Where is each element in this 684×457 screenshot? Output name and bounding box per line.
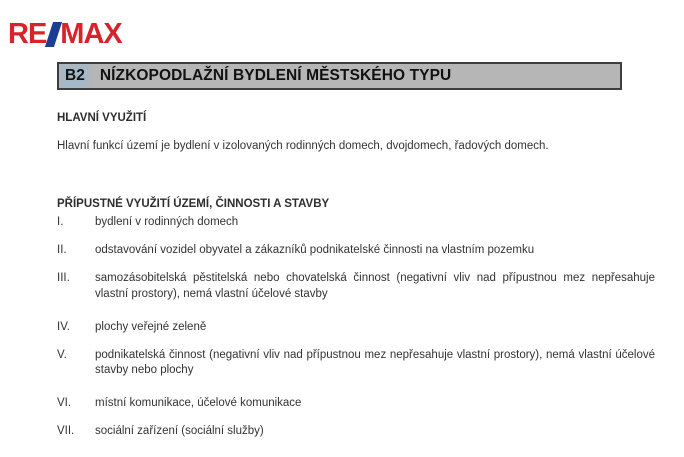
list-item-text: plochy veřejné zeleně bbox=[95, 320, 207, 333]
list-item-numeral: IV. bbox=[57, 320, 71, 333]
list-item-numeral: III. bbox=[57, 272, 70, 284]
section-title: NÍZKOPODLAŽNÍ BYDLENÍ MĚSTSKÉHO TYPU bbox=[99, 67, 452, 84]
list-item-numeral: I. bbox=[57, 216, 64, 228]
list-item-text: sociální zařízení (sociální služby) bbox=[95, 425, 264, 437]
list-item bbox=[57, 243, 655, 259]
list-item bbox=[57, 424, 655, 440]
list-item-numeral: VII. bbox=[57, 425, 75, 437]
section-code-badge: B2 bbox=[61, 65, 89, 87]
list-item bbox=[57, 271, 655, 302]
list-item bbox=[57, 215, 655, 231]
logo-max-text: MAX bbox=[60, 18, 122, 50]
permitted-use-list bbox=[57, 215, 655, 452]
list-item-numeral: V. bbox=[57, 348, 67, 361]
heading-permitted-use: PŘÍPUSTNÉ VYUŽITÍ ÚZEMÍ, ČINNOSTI A STAVBY bbox=[57, 198, 330, 210]
logo-re-text: RE bbox=[8, 18, 47, 50]
list-item-text: samozásobitelská pěstitelská nebo chovatelská činnost (negativní vliv nad přípustnou mez nepřesahuje vlastní prostory), nemá vlastní účelové stavby bbox=[95, 272, 655, 300]
list-item bbox=[57, 320, 655, 336]
list-item-text: podnikatelská činnost (negativní vliv nad přípustnou mez nepřesahuje vlastní prostory), nemá vlastní účelové stavby nebo plochy bbox=[95, 348, 655, 376]
list-item-numeral: II. bbox=[57, 244, 67, 256]
list-item bbox=[57, 348, 655, 379]
remax-logo bbox=[8, 18, 122, 50]
list-item-text: místní komunikace, účelové komunikace bbox=[95, 397, 302, 409]
list-item-text: odstavování vozidel obyvatel a zákazníků podnikatelské činnosti na vlastním pozemku bbox=[95, 244, 535, 256]
section-header-bar bbox=[57, 62, 622, 90]
list-item bbox=[57, 396, 655, 412]
heading-main-use: HLAVNÍ VYUŽITÍ bbox=[57, 112, 147, 124]
paragraph-main-use: Hlavní funkcí území je bydlení v izolovaných rodinných domech, dvojdomech, řadových domech. bbox=[57, 140, 549, 152]
list-item-numeral: VI. bbox=[57, 397, 72, 409]
list-item-text: bydlení v rodinných domech bbox=[95, 216, 239, 228]
